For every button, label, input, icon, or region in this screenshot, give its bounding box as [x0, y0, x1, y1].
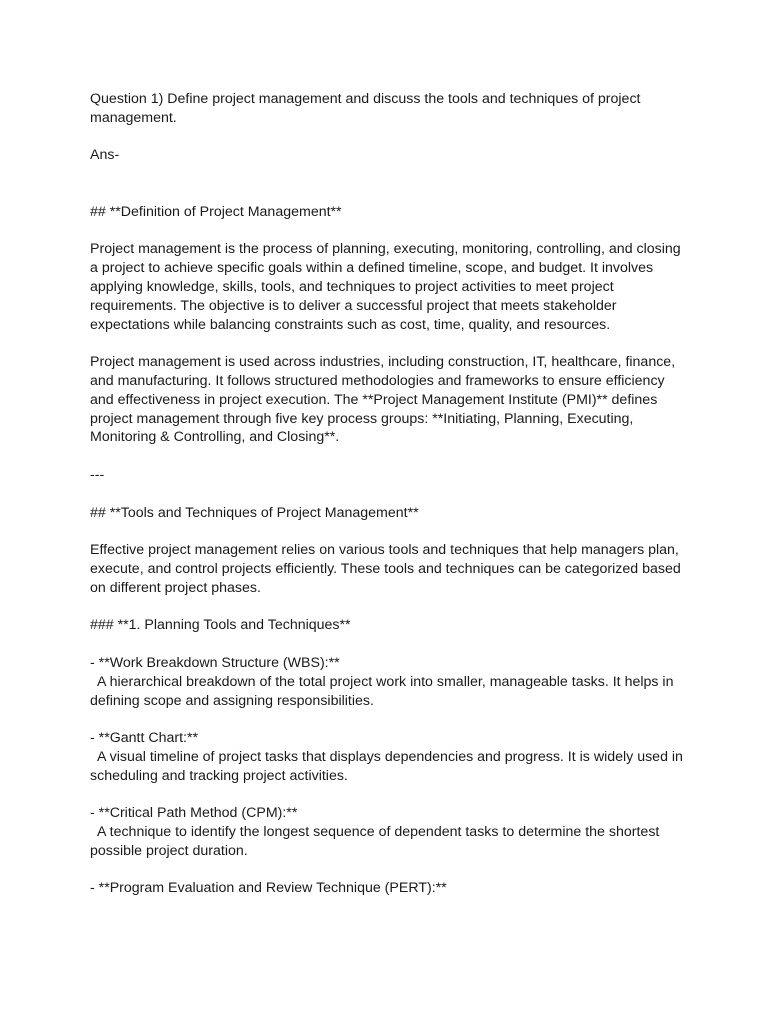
blank-line [90, 184, 690, 203]
list-item-title: - **Work Breakdown Structure (WBS):** [90, 654, 340, 671]
list-item-title: - **Gantt Chart:** [90, 730, 199, 747]
list-item-description: A hierarchical breakdown of the total project work into smaller, manageable tasks. It helps in defining scope and assigning responsibilities. [90, 673, 678, 709]
list-item-title: - **Critical Path Method (CPM):** [90, 805, 298, 822]
tools-heading: ## **Tools and Techniques of Project Management** [90, 504, 419, 521]
list-item-wbs [90, 654, 690, 710]
definition-paragraph-1: Project management is the process of planning, executing, monitoring, controlling, and closing a project to achieve specific goals within a defined timeline, scope, and budget. It involves applying knowledge, skills, tools, and techniques to project activities to meet project requirements. The objective is to deliver a successful project that meets stakeholder expectations while balancing constraints such as cost, time, quality, and resources. [90, 241, 685, 333]
list-item-pert [90, 879, 690, 898]
definition-heading: ## **Definition of Project Management** [90, 203, 342, 220]
question-text: Question 1) Define project management and discuss the tools and techniques of project management. [90, 91, 645, 126]
list-item-title: - **Program Evaluation and Review Technique (PERT):** [90, 880, 447, 897]
tools-intro-paragraph: Effective project management relies on various tools and techniques that help managers plan, execute, and control projects efficiently. These tools and techniques can be categorized based on different project phases. [90, 542, 685, 596]
separator-line: --- [90, 466, 105, 483]
list-item-gantt-chart [90, 729, 690, 785]
list-item-description: A technique to identify the longest sequence of dependent tasks to determine the shortest possible project duration. [90, 824, 664, 859]
list-item-description: A visual timeline of project tasks that displays dependencies and progress. It is widely used in scheduling and tracking project activities. [90, 748, 687, 784]
document-page [90, 90, 690, 917]
definition-paragraph-2: Project management is used across industries, including construction, IT, healthcare, finance, and manufacturing. It follows structured methodologies and frameworks to ensure efficiency and effectiveness in project execution. The **Project Management Institute (PMI)** defines project management through five key process groups: **Initiating, Planning, Executing, Monitoring & Controlling, and Closing**. [90, 354, 680, 446]
list-item-cpm [90, 804, 690, 860]
planning-heading: ### **1. Planning Tools and Techniques** [90, 617, 351, 634]
answer-label: Ans- [90, 147, 120, 164]
